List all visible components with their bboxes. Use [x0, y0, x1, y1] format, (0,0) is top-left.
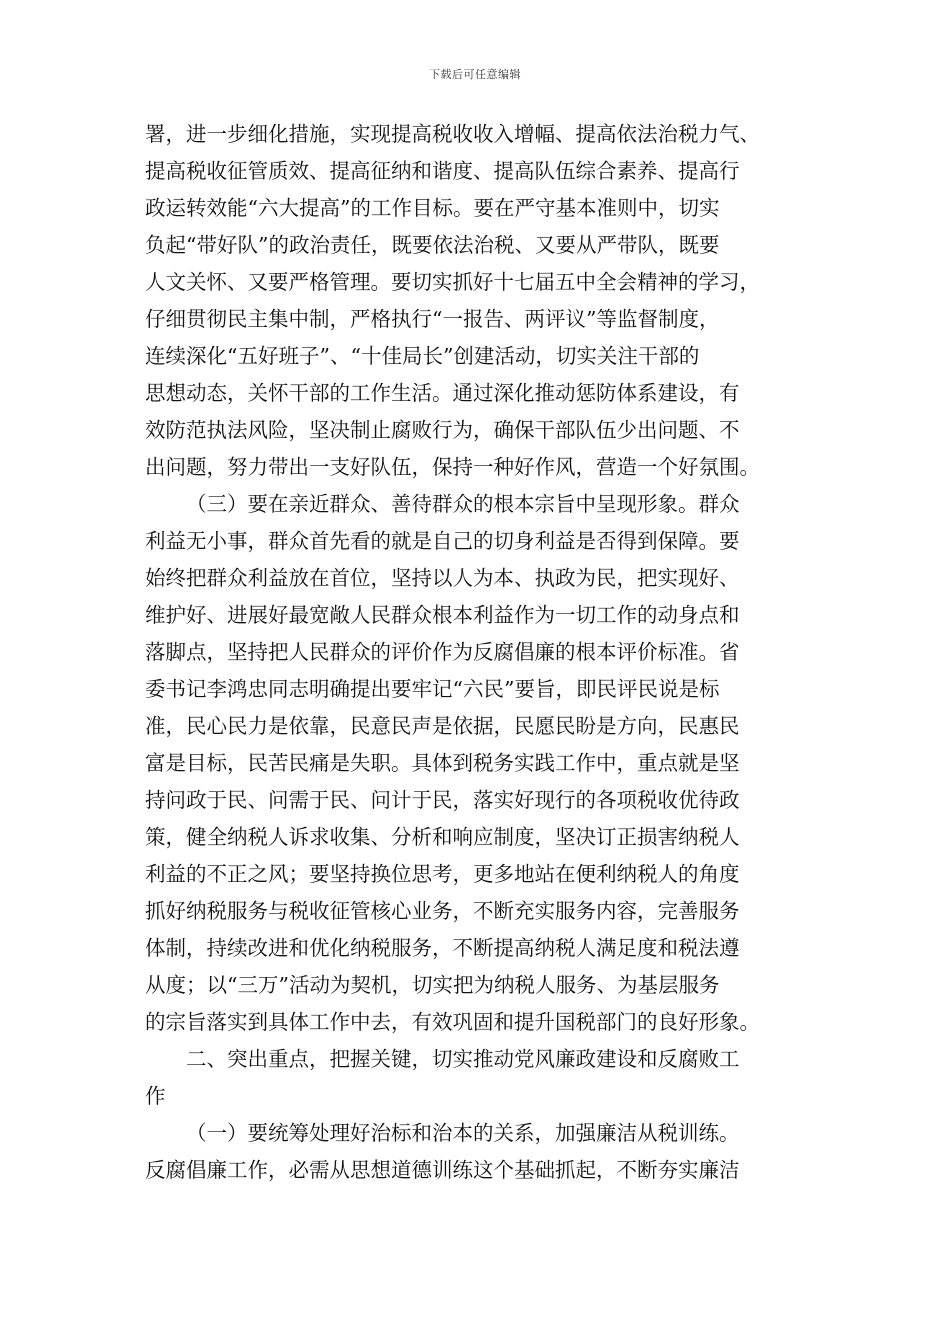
text-line: 准，民心民力是依靠，民意民声是依据，民愿民盼是方向，民惠民 — [145, 714, 740, 738]
body-text — [145, 116, 810, 1189]
text-line: 反腐倡廉工作，必需从思想道德训练这个基础抓起，不断夯实廉洁 — [145, 1158, 740, 1182]
text-line: 持问政于民、问需于民、问计于民，落实好现行的各项税收优待政 — [145, 788, 740, 812]
text-line: （一）要统筹处理好治标和治本的关系，加强廉洁从税训练。 — [186, 1121, 740, 1145]
text-line: 出问题，努力带出一支好队伍，保持一种好作风，营造一个好氛围。 — [145, 455, 760, 479]
text-line: 体制，持续改进和优化纳税服务，不断提高纳税人满足度和税法遵 — [145, 936, 740, 960]
text-line: 委书记李鸿忠同志明确提出要牢记“六民”要旨，即民评民说是标 — [145, 677, 720, 701]
text-line: 抓好纳税服务与税收征管核心业务，不断充实服务内容，完善服务 — [145, 899, 740, 923]
page-header: 下载后可任意编辑 — [429, 68, 521, 81]
text-line: 始终把群众利益放在首位，坚持以人为本、执政为民，把实现好、 — [145, 566, 740, 590]
text-line: 的宗旨落实到具体工作中去，有效巩固和提升国税部门的良好形象。 — [145, 1010, 760, 1034]
text-line: 署，进一步细化措施，实现提高税收收入增幅、提高依法治税力气、 — [145, 122, 760, 146]
text-line: 仔细贯彻民主集中制，严格执行“一报告、两评议”等监督制度， — [145, 307, 720, 331]
text-line: 负起“带好队”的政治责任，既要依法治税、又要从严带队，既要 — [145, 233, 720, 257]
text-line: 提高税收征管质效、提高征纳和谐度、提高队伍综合素养、提高行 — [145, 159, 740, 183]
text-line: 利益无小事，群众首先看的就是自己的切身利益是否得到保障。要 — [145, 529, 740, 553]
text-line: 从度；以“三万”活动为契机，切实把为纳税人服务、为基层服务 — [145, 973, 720, 997]
text-line: 利益的不正之风；要坚持换位思考，更多地站在便利纳税人的角度 — [145, 862, 740, 886]
text-line: 落脚点，坚持把人民群众的评价作为反腐倡廉的根本评价标准。省 — [145, 640, 740, 664]
text-line: 思想动态，关怀干部的工作生活。通过深化推动惩防体系建设，有 — [145, 381, 740, 405]
text-line: 政运转效能“六大提高”的工作目标。要在严守基本准则中，切实 — [145, 196, 720, 220]
text-line: 作 — [145, 1084, 166, 1108]
text-line: 二、突出重点，把握关键，切实推动党风廉政建设和反腐败工 — [186, 1047, 740, 1071]
text-line: 富是目标，民苦民痛是失职。具体到税务实践工作中，重点就是坚 — [145, 751, 740, 775]
text-line: 策，健全纳税人诉求收集、分析和响应制度，坚决订正损害纳税人 — [145, 825, 740, 849]
text-line: 人文关怀、又要严格管理。要切实抓好十七届五中全会精神的学习， — [145, 270, 760, 294]
text-line: （三）要在亲近群众、善待群众的根本宗旨中呈现形象。群众 — [186, 492, 740, 516]
text-line: 维护好、进展好最宽敞人民群众根本利益作为一切工作的动身点和 — [145, 603, 740, 627]
text-line: 效防范执法风险，坚决制止腐败行为，确保干部队伍少出问题、不 — [145, 418, 740, 442]
text-line: 连续深化“五好班子”、“十佳局长”创建活动，切实关注干部的 — [145, 344, 700, 368]
